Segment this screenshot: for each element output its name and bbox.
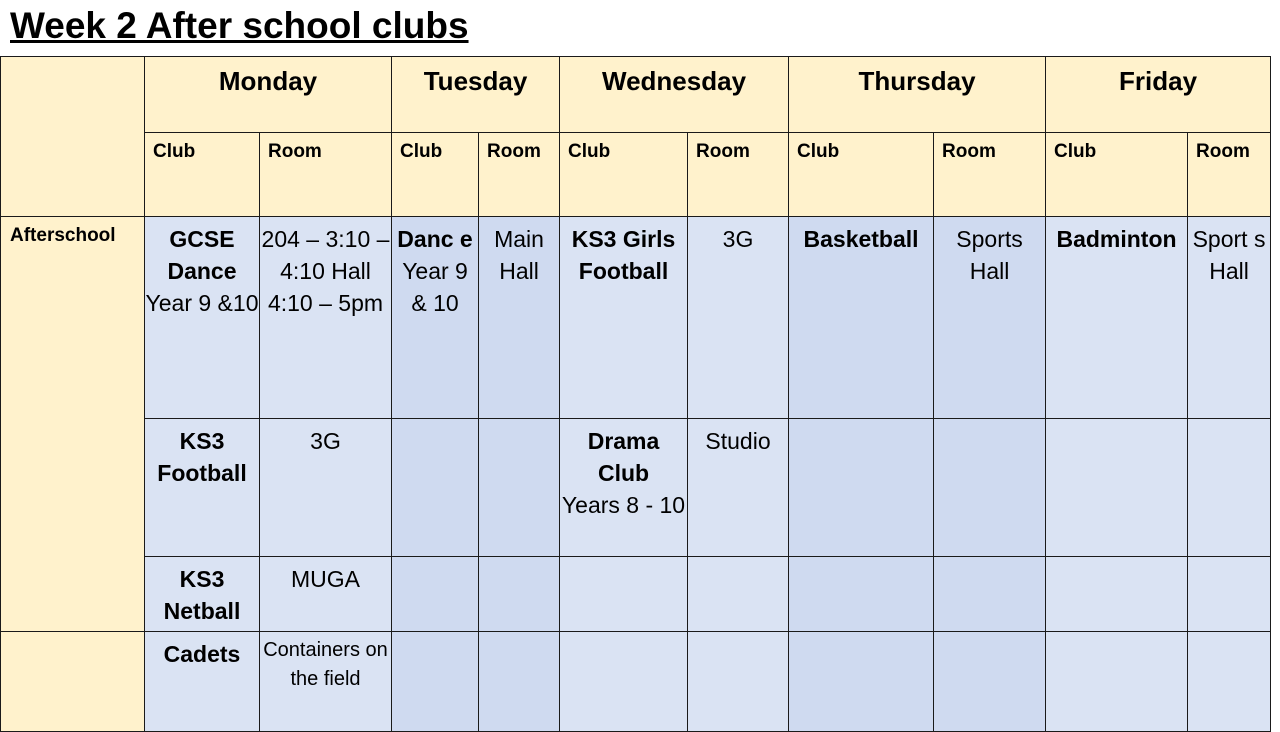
club-cell: KS3 Football [145,419,260,557]
club-cell: KS3 Netball [145,557,260,632]
club-cell: Basketball [789,217,934,419]
table-row [1,217,1271,419]
room-cell: Studio [688,419,789,557]
club-cell [789,419,934,557]
room-cell [934,419,1046,557]
club-cell [789,632,934,732]
sub-header-club: Club [392,133,479,217]
sub-header-room: Room [688,133,789,217]
room-cell [688,632,789,732]
club-cell [789,557,934,632]
table-row [1,632,1271,732]
club-cell: Badminton [1046,217,1188,419]
room-cell [479,632,560,732]
clubs-timetable [0,56,1271,732]
room-cell: Main Hall [479,217,560,419]
club-cell [392,419,479,557]
sub-header-room: Room [479,133,560,217]
club-cell: Danc e Year 9 & 10 [392,217,479,419]
club-cell: GCSE Dance Year 9 &10 [145,217,260,419]
club-cell [392,632,479,732]
room-cell [479,557,560,632]
sub-header-club: Club [145,133,260,217]
room-cell [934,557,1046,632]
day-header-friday: Friday [1046,57,1271,133]
club-cell: Drama Club Years 8 - 10 [560,419,688,557]
club-cell [560,557,688,632]
sub-header-club: Club [1046,133,1188,217]
sub-header-room: Room [1188,133,1271,217]
day-header-thursday: Thursday [789,57,1046,133]
room-cell [934,632,1046,732]
room-cell: 3G [260,419,392,557]
table-row [1,419,1271,557]
day-header-monday: Monday [145,57,392,133]
row-label-afterschool: Afterschool [1,217,145,632]
sub-header-room: Room [934,133,1046,217]
club-cell: KS3 Girls Football [560,217,688,419]
day-header-wednesday: Wednesday [560,57,789,133]
club-cell [392,557,479,632]
club-cell [1046,557,1188,632]
room-cell [1188,557,1271,632]
club-cell [1046,419,1188,557]
row-label-empty [1,632,145,732]
room-cell: Sports Hall [934,217,1046,419]
room-cell: Containers on the field [260,632,392,732]
corner-cell [1,57,145,217]
room-cell: 204 – 3:10 – 4:10 Hall 4:10 – 5pm [260,217,392,419]
club-cell [1046,632,1188,732]
room-cell [688,557,789,632]
room-cell [1188,632,1271,732]
sub-header-club: Club [560,133,688,217]
room-cell [479,419,560,557]
sub-header-club: Club [789,133,934,217]
club-cell [560,632,688,732]
page-title: Week 2 After school clubs [10,5,469,46]
room-cell: 3G [688,217,789,419]
room-cell [1188,419,1271,557]
sub-header-room: Room [260,133,392,217]
club-cell: Cadets [145,632,260,732]
table-row [1,557,1271,632]
room-cell: MUGA [260,557,392,632]
room-cell: Sport s Hall [1188,217,1271,419]
day-header-tuesday: Tuesday [392,57,560,133]
